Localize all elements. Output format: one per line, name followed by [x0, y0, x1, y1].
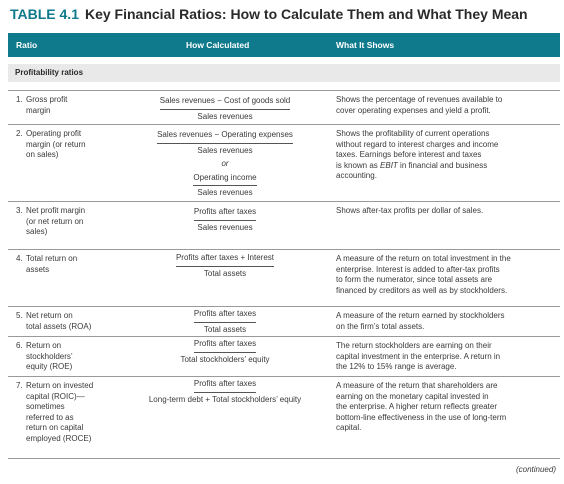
- ratio-name-line: stockholders’: [26, 351, 73, 361]
- table-row: [8, 376, 560, 459]
- description-line: capital investment in the enterprise. A return in: [336, 351, 501, 361]
- row-number: 7.: [16, 381, 23, 390]
- row-number: 6.: [16, 341, 23, 350]
- description-line: to form the numerator, since total assets are: [336, 275, 493, 284]
- section-label: Profitability ratios: [15, 68, 84, 77]
- description-line: the 12% to 15% range is average.: [336, 362, 457, 371]
- description-line: Shows after-tax profits per dollar of sales.: [336, 206, 484, 215]
- ratio-name: [16, 381, 134, 444]
- description-line: financed by creditors as well as by stockholders.: [336, 285, 508, 295]
- ratio-name-line: margin (or return: [26, 139, 86, 149]
- ratio-name-line: Net profit margin: [26, 206, 86, 215]
- description-line: cover operating expenses and yield a profit.: [336, 105, 491, 115]
- ratio-name-line: assets: [26, 264, 50, 274]
- section-header: [8, 64, 560, 82]
- table-title: [10, 6, 528, 22]
- ratio-name-line: Operating profit: [26, 129, 82, 138]
- formula-numerator: Profits after taxes + Interest: [176, 253, 274, 267]
- formula-numerator: Sales revenues − Cost of goods sold: [160, 96, 291, 110]
- description-line: earning on the monetary capital invested in: [336, 391, 489, 401]
- formula-denominator: Sales revenues: [197, 111, 253, 121]
- ratio-name-line: Return on invested: [26, 381, 94, 390]
- description-line: taxes. Earnings before interest and taxes: [336, 150, 482, 159]
- header-ratio: Ratio: [16, 40, 38, 50]
- continued-note: (continued): [515, 465, 556, 474]
- formula-denominator: Sales revenues: [197, 145, 253, 155]
- ratio-name-line: Gross profit: [26, 95, 68, 104]
- formula-denominator: Long-term debt + Total stockholders’ equity: [148, 394, 302, 404]
- row-number: 1.: [16, 95, 23, 104]
- ratio-name-line: capital (ROIC)—: [26, 391, 85, 401]
- ratio-name-line: Total return on: [26, 254, 78, 263]
- table-row: [8, 336, 560, 377]
- ratio-name-line: sales): [26, 227, 48, 236]
- ratio-name: [16, 311, 134, 332]
- description-line: bottom-line effectiveness in the use of long-term: [336, 412, 507, 422]
- description-line: the enterprise. A higher return reflects greater: [336, 402, 497, 411]
- ratio-name: [16, 129, 134, 161]
- formula: [130, 339, 320, 365]
- row-number: 3.: [16, 206, 23, 215]
- description-line: on the firm’s total assets.: [336, 321, 425, 331]
- formula-denominator: Total assets: [203, 268, 247, 278]
- table-row: [8, 249, 560, 307]
- description-line: is known as EBIT in financial and business: [336, 160, 488, 170]
- formula: [130, 379, 320, 405]
- ratio-name-line: employed (ROCE): [26, 433, 92, 443]
- row-number: 4.: [16, 254, 23, 263]
- formula: [130, 309, 320, 335]
- formula-numerator: Profits after taxes: [194, 309, 256, 323]
- formula: [130, 253, 320, 279]
- formula-denominator: Total assets: [203, 324, 247, 334]
- ratio-name: [16, 341, 134, 373]
- ratio-name-line: Return on: [26, 341, 62, 350]
- table-bottom-rule: [8, 458, 560, 459]
- ratio-name-line: sometimes: [26, 402, 65, 411]
- ratio-name-line: Net return on: [26, 311, 73, 320]
- formula-numerator: Profits after taxes: [194, 207, 256, 221]
- formula-numerator: Profits after taxes: [194, 379, 256, 393]
- ratio-name-line: margin: [26, 105, 51, 115]
- ebit-term: EBIT: [380, 160, 398, 170]
- description-line: accounting.: [336, 171, 377, 180]
- table-row: [8, 306, 560, 337]
- formula-denominator: Sales revenues: [197, 222, 253, 232]
- description-line: The return stockholders are earning on their: [336, 341, 492, 350]
- ratio-description: [336, 381, 556, 434]
- ratio-description: [336, 129, 556, 182]
- formula: [130, 96, 320, 122]
- formula-denominator: Sales revenues: [197, 188, 253, 197]
- description-line: capital.: [336, 423, 362, 432]
- ratio-name-line: (or net return on: [26, 216, 84, 226]
- ratio-name-line: on sales): [26, 150, 59, 159]
- ratio-name-line: return on capital: [26, 423, 84, 432]
- description-line: A measure of the return earned by stockholders: [336, 311, 505, 320]
- ratio-name: [16, 254, 134, 275]
- table-row: [8, 201, 560, 250]
- table-title-text: Key Financial Ratios: How to Calculate Them and What They Mean: [84, 6, 528, 22]
- table-row: [8, 90, 560, 125]
- row-number: 5.: [16, 311, 23, 320]
- row-number: 2.: [16, 129, 23, 138]
- formula: [130, 207, 320, 233]
- table-header: [8, 33, 560, 57]
- ratio-description: [336, 206, 556, 217]
- ratio-description: [336, 95, 556, 116]
- ratio-description: [336, 311, 556, 332]
- description-line: without regard to interest charges and income: [336, 139, 499, 149]
- formula-numerator: Sales revenues − Operating expenses: [157, 130, 293, 144]
- ratio-name: [16, 95, 134, 116]
- ratio-description: [336, 254, 556, 296]
- ratio-name-line: referred to as: [26, 412, 74, 422]
- table-row: [8, 124, 560, 202]
- header-what-it-shows: What It Shows: [336, 40, 395, 50]
- ratio-name: [16, 206, 134, 238]
- formula-or: or: [221, 159, 229, 168]
- formula-numerator: Profits after taxes: [194, 339, 256, 353]
- description-line: Shows the profitability of current operations: [336, 129, 490, 138]
- formula-numerator: Operating income: [193, 173, 256, 187]
- formula-denominator: Total stockholders’ equity: [180, 354, 270, 364]
- description-line: Shows the percentage of revenues available to: [336, 95, 503, 104]
- description-line: A measure of the return that shareholders are: [336, 381, 498, 390]
- formula: [130, 130, 320, 199]
- ratio-name-line: equity (ROE): [26, 362, 73, 371]
- description-line: A measure of the return on total investment in the: [336, 254, 511, 263]
- header-how-calculated: How Calculated: [186, 40, 250, 50]
- ratio-description: [336, 341, 556, 373]
- table-number: TABLE 4.1: [10, 6, 79, 22]
- description-line: enterprise. Interest is added to after-tax profits: [336, 264, 500, 274]
- ratio-name-line: total assets (ROA): [26, 321, 92, 331]
